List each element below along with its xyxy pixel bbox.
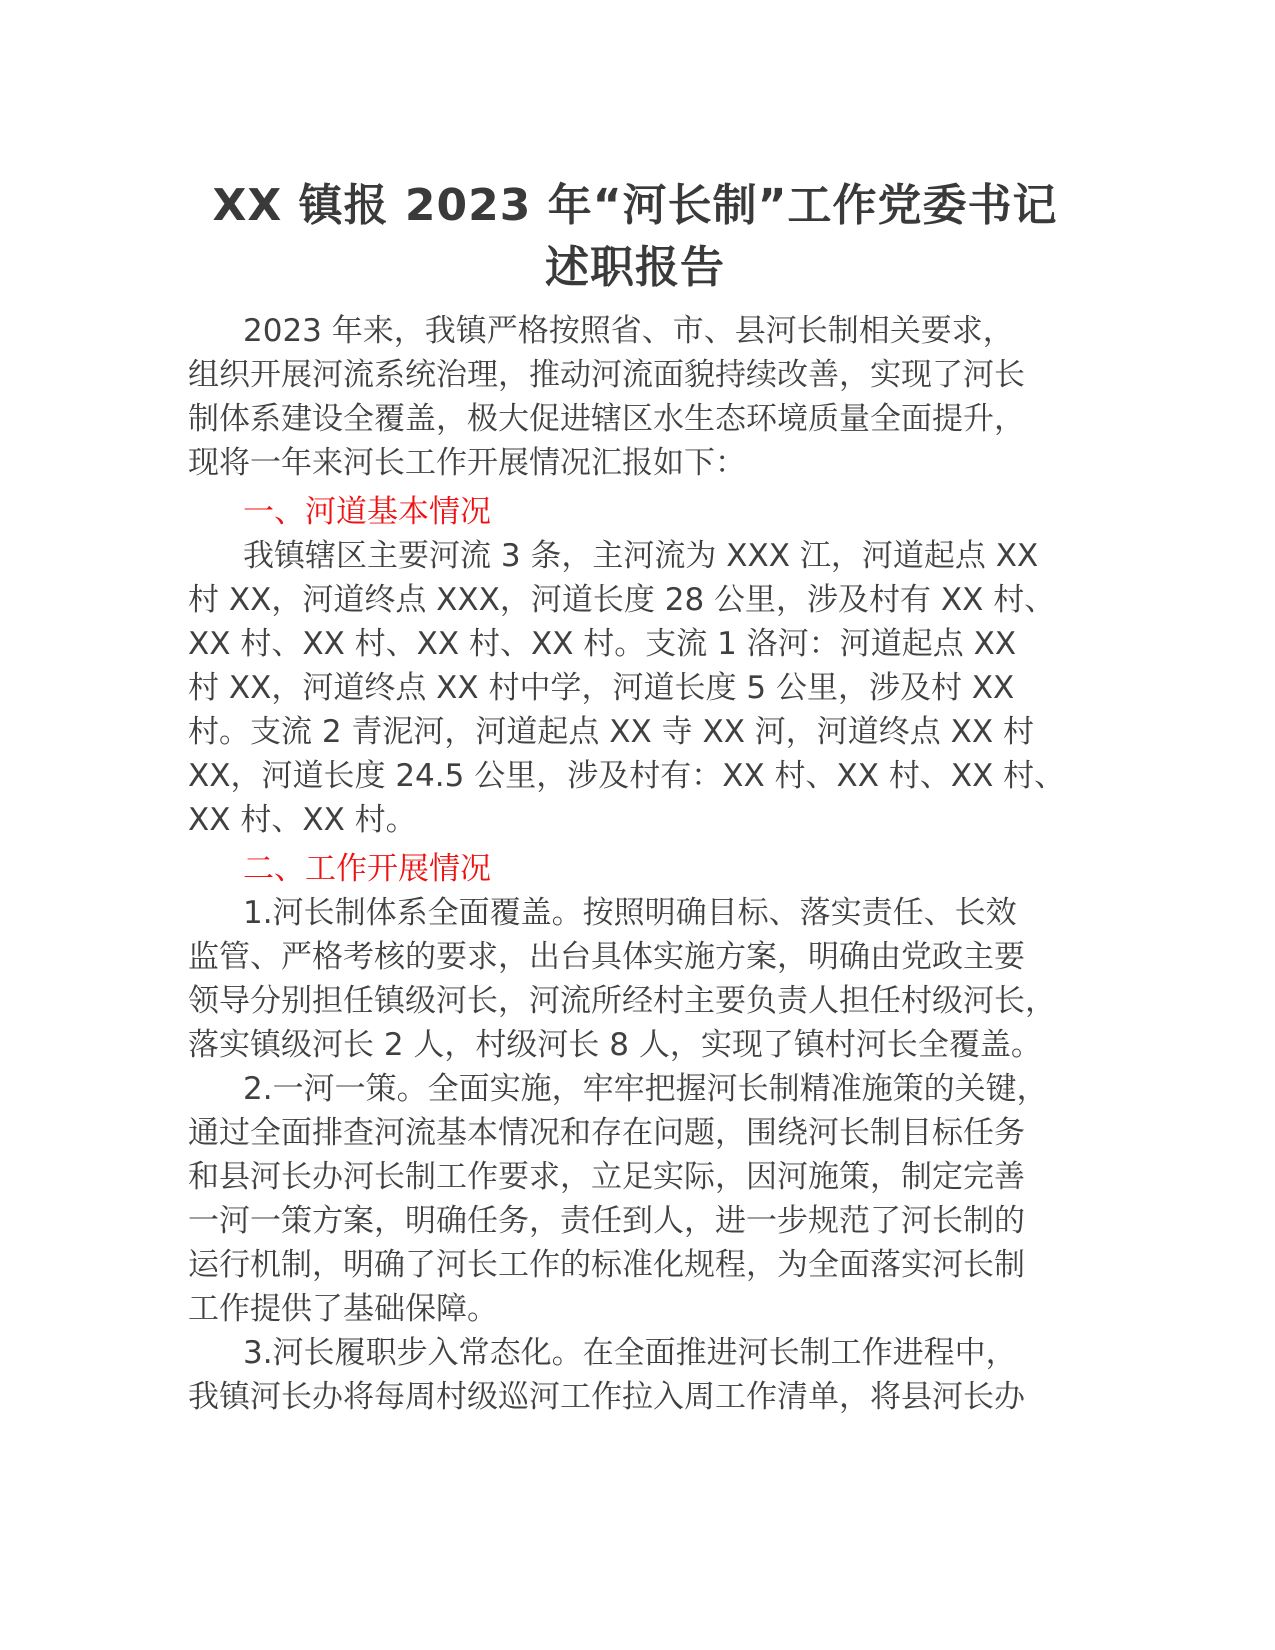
section2-line: 领导分别担任镇级河长，河流所经村主要负责人担任村级河长， bbox=[188, 983, 1056, 1019]
document-title-line-1: XX 镇报 2023 年“河长制”工作党委书记 bbox=[212, 180, 1058, 231]
section-heading-1: 一、河道基本情况 bbox=[243, 494, 491, 530]
section1-line: 我镇辖区主要河流 3 条，主河流为 XXX 江，河道起点 XX bbox=[243, 538, 1039, 574]
section2-line: 1.河长制体系全面覆盖。按照明确目标、落实责任、长效 bbox=[243, 895, 1017, 931]
section1-line: XX，河道长度 24.5 公里，涉及村有：XX 村、XX 村、XX 村、 bbox=[188, 758, 1066, 794]
section1-line: 村 XX，河道终点 XX 村中学，河道长度 5 公里，涉及村 XX bbox=[188, 670, 1015, 706]
section1-line: XX 村、XX 村、XX 村、XX 村。支流 1 洛河：河道起点 XX bbox=[188, 626, 1017, 662]
section1-line: 村 XX，河道终点 XXX，河道长度 28 公里，涉及村有 XX 村、 bbox=[188, 582, 1056, 618]
section-heading-2: 二、工作开展情况 bbox=[243, 851, 491, 887]
section2-line: 工作提供了基础保障。 bbox=[188, 1291, 498, 1327]
document-title-line-2: 述职报告 bbox=[545, 242, 725, 293]
section2-line: 运行机制，明确了河长工作的标准化规程，为全面落实河长制 bbox=[188, 1247, 1025, 1283]
section2-line: 2.一河一策。全面实施，牢牢把握河长制精准施策的关键， bbox=[243, 1071, 1048, 1107]
section1-line: 村。支流 2 青泥河，河道起点 XX 寺 XX 河，河道终点 XX 村 bbox=[188, 714, 1034, 750]
intro-line: 制体系建设全覆盖，极大促进辖区水生态环境质量全面提升， bbox=[188, 401, 1025, 437]
section2-line: 3.河长履职步入常态化。在全面推进河长制工作进程中， bbox=[243, 1335, 1017, 1371]
section1-line: XX 村、XX 村。 bbox=[188, 802, 417, 838]
section2-line: 我镇河长办将每周村级巡河工作拉入周工作清单，将县河长办 bbox=[188, 1379, 1025, 1415]
intro-line: 组织开展河流系统治理，推动河流面貌持续改善，实现了河长 bbox=[188, 357, 1025, 393]
section2-line: 一河一策方案，明确任务，责任到人，进一步规范了河长制的 bbox=[188, 1203, 1025, 1239]
section2-line: 和县河长办河长制工作要求，立足实际，因河施策，制定完善 bbox=[188, 1159, 1025, 1195]
section2-line: 落实镇级河长 2 人，村级河长 8 人，实现了镇村河长全覆盖。 bbox=[188, 1027, 1042, 1063]
section2-line: 监管、严格考核的要求，出台具体实施方案，明确由党政主要 bbox=[188, 939, 1025, 975]
section2-line: 通过全面排查河流基本情况和存在问题，围绕河长制目标任务 bbox=[188, 1115, 1025, 1151]
intro-line: 2023 年来，我镇严格按照省、市、县河长制相关要求， bbox=[243, 313, 1014, 349]
intro-line: 现将一年来河长工作开展情况汇报如下： bbox=[188, 445, 746, 481]
